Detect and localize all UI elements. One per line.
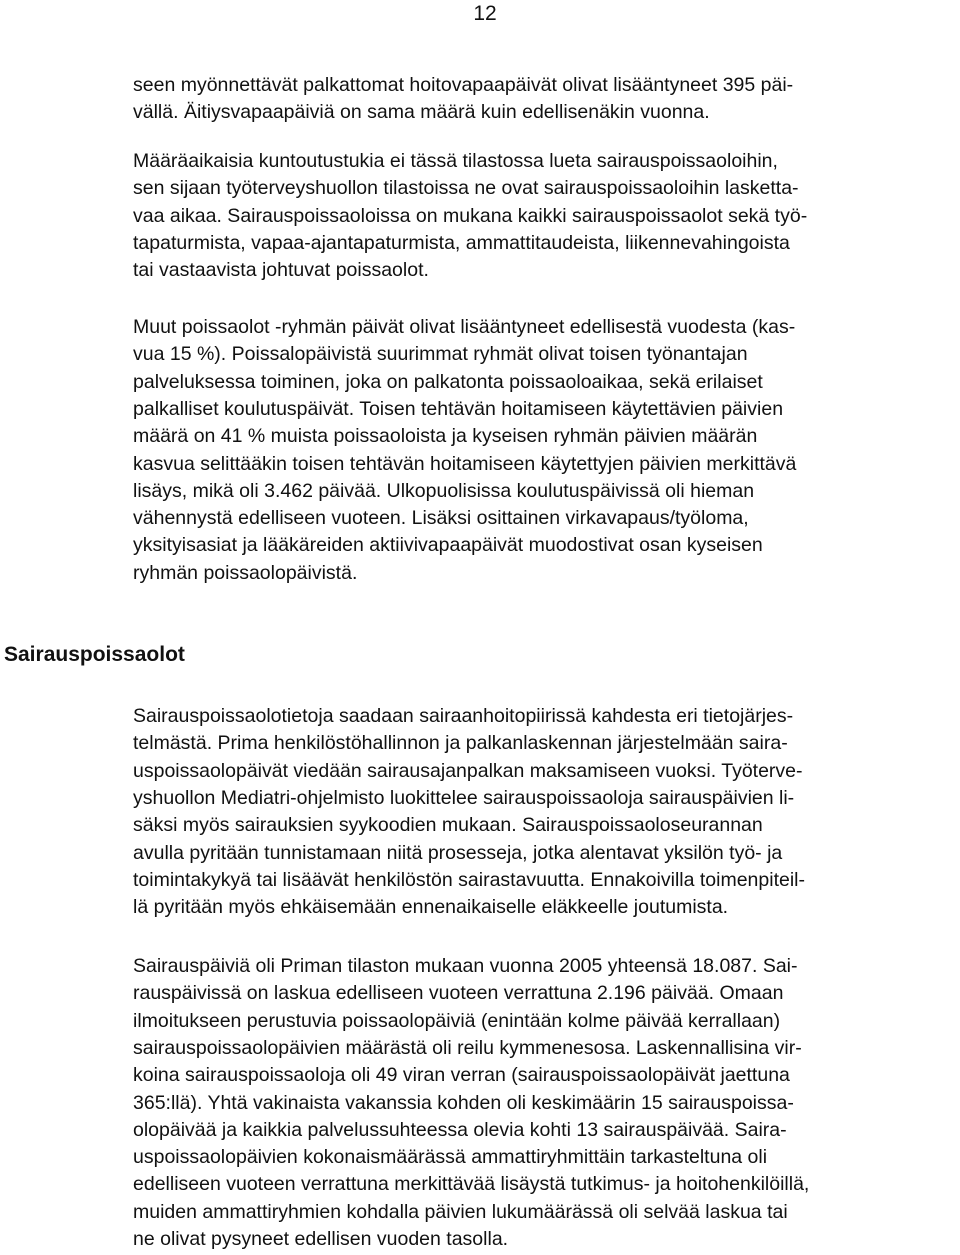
paragraph-5-line: 365:llä). Yhtä vakinaista vakanssia kohden oli keskimäärin 15 sairauspoissa- xyxy=(133,1091,794,1114)
paragraph-3-line: yksityisasiat ja lääkäreiden aktiivivapaapäivät muodostivat osan kyseisen xyxy=(133,534,763,557)
paragraph-5-line: muiden ammattiryhmien kohdalla päivien lukumäärässä oli selvää laskua tai xyxy=(133,1200,788,1223)
paragraph-3-line: Muut poissaolot -ryhmän päivät olivat lisääntyneet edellisestä vuodesta (kas- xyxy=(133,316,796,338)
paragraph-4-line: uspoissaolopäivät viedään sairausajanpalkan maksamiseen vuoksi. Työterve- xyxy=(133,759,803,782)
paragraph-3-line: ryhmän poissaolopäivistä. xyxy=(133,561,358,584)
paragraph-5-line: sairauspoissaolopäivien määrästä oli reilu kymmenesosa. Laskennallisina vir- xyxy=(133,1036,802,1059)
paragraph-4-line: toimintakykyä tai lisäävät henkilöstön sairastavuutta. Ennakoivilla toimenpiteil- xyxy=(133,868,805,891)
paragraph-4-line: Sairauspoissaolotietoja saadaan sairaanhoitopiirissä kahdesta eri tietojärjes- xyxy=(133,705,794,727)
paragraph-1-line: seen myönnettävät palkattomat hoitovapaapäivät olivat lisääntyneet 395 päi- xyxy=(133,74,794,96)
paragraph-3-line: kasvua selittääkin toisen tehtävän hoitamiseen käytettyjen päivien merkittävä xyxy=(133,452,797,475)
paragraph-4-line: lä pyritään myös ehkäisemään ennenaikaiselle eläkkeelle joutumista. xyxy=(133,896,729,919)
section-heading-sairauspoissaolot: Sairauspoissaolot xyxy=(4,643,185,666)
page-number: 12 xyxy=(473,2,497,25)
paragraph-3-line: palkalliset koulutuspäivät. Toisen tehtävän hoitamiseen käytettävien päivien xyxy=(133,397,784,420)
paragraph-5-line: ilmoitukseen perustuvia poissaolopäiviä (enintään kolme päivää kerrallaan) xyxy=(133,1009,781,1032)
paragraph-2-line: tapaturmista, vapaa-ajantapaturmista, ammattitaudeista, liikennevahingoista xyxy=(133,231,790,254)
paragraph-2-line: tai vastaavista johtuvat poissaolot. xyxy=(133,259,429,282)
paragraph-2-line: vaa aikaa. Sairauspoissaoloissa on mukana kaikki sairauspoissaolot sekä työ- xyxy=(133,204,808,227)
paragraph-5-line: Sairauspäiviä oli Priman tilaston mukaan vuonna 2005 yhteensä 18.087. Sai- xyxy=(133,955,798,977)
paragraph-3-line: vähennystä edelliseen vuoteen. Lisäksi osittainen virkavapaus/työloma, xyxy=(133,507,749,530)
paragraph-5-line: koina sairauspoissaoloja oli 49 viran verran (sairauspoissaolopäivät jaettuna xyxy=(133,1064,790,1087)
paragraph-2-line: sen sijaan työterveyshuollon tilastoissa ne ovat sairauspoissaoloihin lasketta- xyxy=(133,177,799,200)
paragraph-5-line: ne olivat pysyneet edellisen vuoden tasolla. xyxy=(133,1228,509,1250)
paragraph-5-line: rauspäivissä on laskua edelliseen vuoteen verrattuna 2.196 päivää. Omaan xyxy=(133,982,784,1005)
paragraph-3-line: vua 15 %). Poissalopäivistä suurimmat ryhmät olivat toisen työnantajan xyxy=(133,343,748,366)
paragraph-1-line: vällä. Äitiysvapaapäiviä on sama määrä kuin edellisenäkin vuonna. xyxy=(133,101,710,124)
paragraph-2-line: Määräaikaisia kuntoutustukia ei tässä tilastossa lueta sairauspoissaoloihin, xyxy=(133,150,778,172)
paragraph-5-line: edelliseen vuoteen verrattuna merkittävää lisäystä tutkimus- ja hoitohenkilöillä, xyxy=(133,1173,810,1196)
paragraph-5-line: olopäivää ja kaikkia palvelussuhteessa olevia kohti 13 sairauspäivää. Saira- xyxy=(133,1118,787,1141)
paragraph-3-line: palveluksessa toiminen, joka on palkatonta poissaoloaikaa, sekä erilaiset xyxy=(133,370,763,393)
paragraph-4-line: säksi myös sairauksien syykoodien mukaan. Sairauspoissaoloseurannan xyxy=(133,814,763,837)
paragraph-3-line: määrä on 41 % muista poissaoloista ja kyseisen ryhmän päivien määrän xyxy=(133,425,758,448)
paragraph-5-line: uspoissaolopäivien kokonaismäärässä ammattiryhmittäin tarkasteltuna oli xyxy=(133,1146,768,1169)
paragraph-4-line: avulla pyritään tunnistamaan niitä prosesseja, jotka alentavat yksilön työ- ja xyxy=(133,841,783,864)
paragraph-3-line: lisäys, mikä oli 3.462 päivää. Ulkopuolisissa koulutuspäivissä oli hieman xyxy=(133,479,755,502)
paragraph-4-line: telmästä. Prima henkilöstöhallinnon ja palkanlaskennan järjestelmään saira- xyxy=(133,732,788,755)
paragraph-4-line: yshuollon Mediatri-ohjelmisto luokittelee sairauspoissaoloja sairauspäivien li- xyxy=(133,786,795,809)
